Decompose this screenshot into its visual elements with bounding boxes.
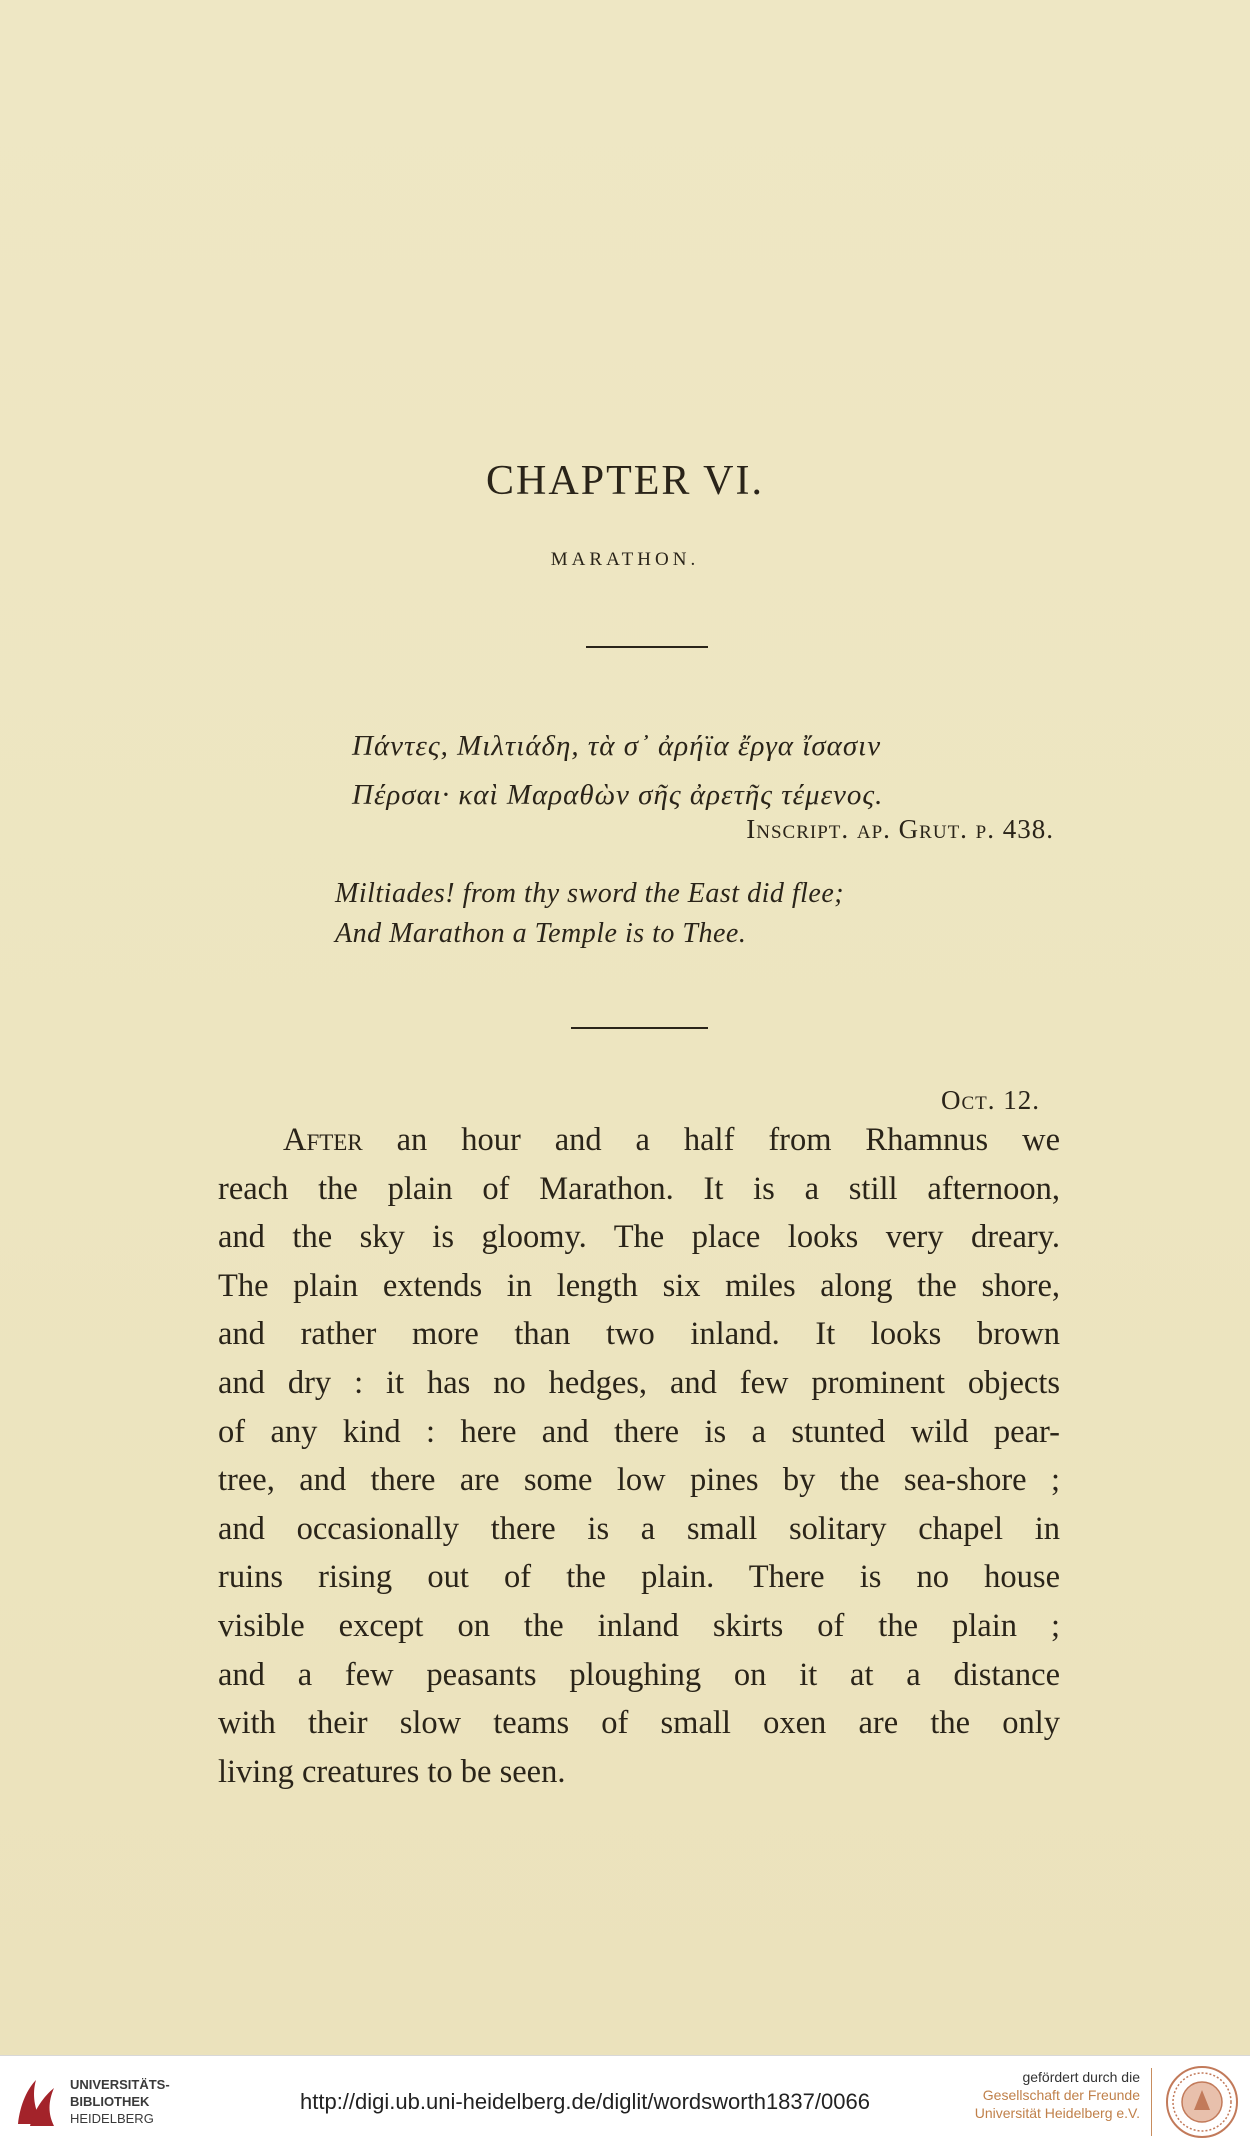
library-name: UNIVERSITÄTS- BIBLIOTHEK HEIDELBERG bbox=[70, 2077, 170, 2126]
epigraph-greek-line-2: Πέρσαι· καὶ Μαραθὼν σῆς ἀρετῆς τέμενος. bbox=[352, 779, 884, 811]
body-line: and dry : it has no hedges, and few prominent objects bbox=[218, 1364, 1060, 1401]
permalink-url[interactable]: http://digi.ub.uni-heidelberg.de/diglit/wordsworth1837/0066 bbox=[300, 2089, 870, 2114]
library-logo-icon[interactable] bbox=[12, 2074, 60, 2132]
footer-divider bbox=[1151, 2068, 1152, 2136]
body-paragraph bbox=[218, 1116, 1060, 1796]
chapter-title: CHAPTER VI. bbox=[486, 458, 764, 504]
lead-word: After bbox=[283, 1122, 363, 1158]
body-line: and the sky is gloomy. The place looks very dreary. bbox=[218, 1219, 1060, 1256]
epigraph-translation-line-1: Miltiades! from thy sword the East did flee; bbox=[335, 878, 845, 909]
divider-top bbox=[586, 646, 708, 648]
epigraph-greek-line-1: Πάντες, Μιλτιάδη, τὰ σ᾽ ἀρήϊα ἔργα ἴσασιν bbox=[352, 730, 882, 762]
body-line: ruins rising out of the plain. There is no house bbox=[218, 1559, 1060, 1596]
viewer-footer bbox=[0, 2055, 1250, 2145]
divider-bottom bbox=[571, 1027, 708, 1029]
university-seal-icon[interactable] bbox=[1164, 2064, 1240, 2140]
body-line: tree, and there are some low pines by the sea-shore ; bbox=[218, 1462, 1060, 1499]
epigraph-translation-line-2: And Marathon a Temple is to Thee. bbox=[335, 918, 747, 949]
body-line: and rather more than two inland. It looks brown bbox=[218, 1316, 1060, 1353]
body-line: visible except on the inland skirts of the plain ; bbox=[218, 1607, 1060, 1644]
body-line: and occasionally there is a small solitary chapel in bbox=[218, 1510, 1060, 1547]
body-line: with their slow teams of small oxen are the only bbox=[218, 1705, 1060, 1742]
chapter-subtitle: MARATHON. bbox=[550, 549, 700, 570]
sponsor-credit: gefördert durch die Gesellschaft der Freunde Universität Heidelberg e.V. bbox=[974, 2069, 1140, 2121]
body-line: living creatures to be seen. bbox=[218, 1753, 566, 1790]
body-line: The plain extends in length six miles along the shore, bbox=[218, 1267, 1060, 1304]
body-line: After an hour and a half from Rhamnus we bbox=[283, 1122, 1060, 1158]
body-line: and a few peasants ploughing on it at a distance bbox=[218, 1656, 1060, 1693]
entry-date: Oct. 12. bbox=[940, 1085, 1040, 1115]
body-line: of any kind : here and there is a stunted wild pear- bbox=[218, 1413, 1060, 1450]
body-line: reach the plain of Marathon. It is a still afternoon, bbox=[218, 1170, 1060, 1207]
epigraph-source: Inscript. ap. Grut. p. 438. bbox=[746, 814, 1054, 844]
